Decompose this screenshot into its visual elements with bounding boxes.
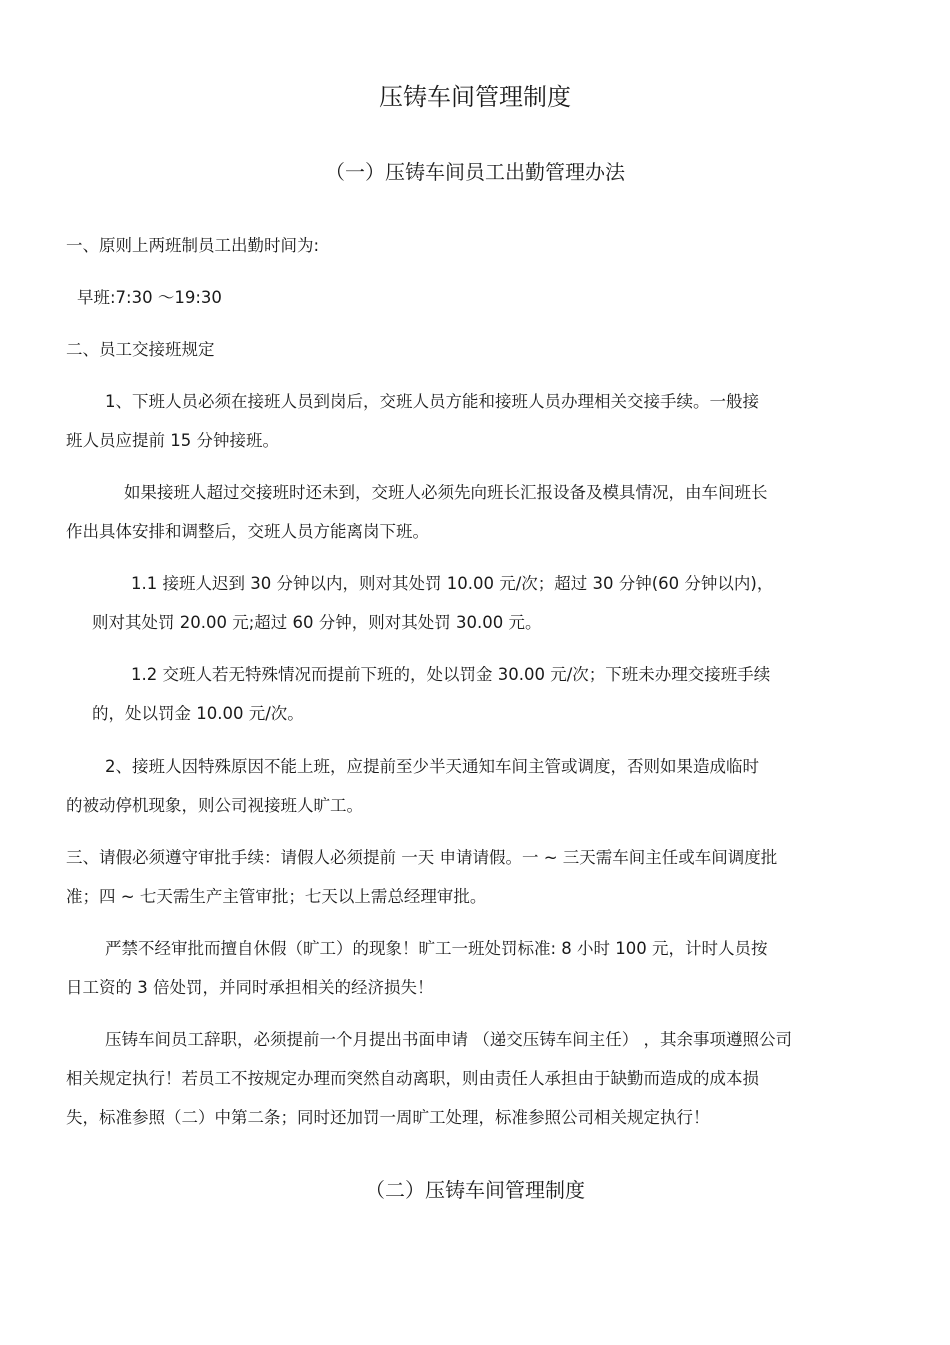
paragraph-line: 班人员应提前 15 分钟接班。 <box>66 431 279 450</box>
paragraph-line: 2、接班人因特殊原因不能上班，应提前至少半天通知车间主管或调度，否则如果造成临时 <box>105 757 759 776</box>
document-title: 压铸车间管理制度 <box>379 83 571 111</box>
paragraph-line: 的被动停机现象，则公司视接班人旷工。 <box>66 796 363 815</box>
paragraph-line: 相关规定执行！若员工不按规定办理而突然自动离职，则由责任人承担由于缺勤而造成的成本损 <box>66 1069 759 1088</box>
paragraph-line: 压铸车间员工辞职，必须提前一个月提出书面申请 （递交压铸车间主任） ，其余事项遵照公司 <box>105 1030 792 1049</box>
paragraph-line: 则对其处罚 20.00 元;超过 60 分钟，则对其处罚 30.00 元。 <box>92 613 542 632</box>
section-heading-management: （二）压铸车间管理制度 <box>365 1178 585 1202</box>
paragraph-line: 如果接班人超过交接班时还未到，交班人必须先向班长汇报设备及模具情况，由车间班长 <box>124 483 768 502</box>
paragraph-line: 严禁不经审批而擅自休假（旷工）的现象！旷工一班处罚标准: 8 小时 100 元，计时人员按 <box>105 939 768 958</box>
paragraph-line: 1.1 接班人迟到 30 分钟以内，则对其处罚 10.00 元/次；超过 30 分钟(60 分钟以内)， <box>131 574 774 593</box>
paragraph-line: 二、员工交接班规定 <box>66 340 215 359</box>
paragraph-line: 准；四 ~ 七天需生产主管审批；七天以上需总经理审批。 <box>66 887 487 906</box>
paragraph-line: 早班:7:30 ～19:30 <box>77 288 222 307</box>
paragraph-line: 作出具体安排和调整后，交班人员方能离岗下班。 <box>66 522 429 541</box>
paragraph-line: 三、请假必须遵守审批手续：请假人必须提前 一天 申请请假。一 ~ 三天需车间主任或车间调度批 <box>66 848 778 867</box>
paragraph-line: 1、下班人员必须在接班人员到岗后，交班人员方能和接班人员办理相关交接手续。一般接 <box>105 392 759 411</box>
paragraph-line: 失，标准参照（二）中第二条；同时还加罚一周旷工处理，标准参照公司相关规定执行！ <box>66 1108 710 1127</box>
paragraph-line: 1.2 交班人若无特殊情况而提前下班的，处以罚金 30.00 元/次；下班未办理交接班手续 <box>131 665 771 684</box>
paragraph-line: 一、原则上两班制员工出勤时间为: <box>66 236 320 255</box>
section-heading-attendance: （一）压铸车间员工出勤管理办法 <box>325 160 625 184</box>
paragraph-line: 日工资的 3 倍处罚，并同时承担相关的经济损失！ <box>66 978 434 997</box>
paragraph-line: 的，处以罚金 10.00 元/次。 <box>92 704 304 723</box>
